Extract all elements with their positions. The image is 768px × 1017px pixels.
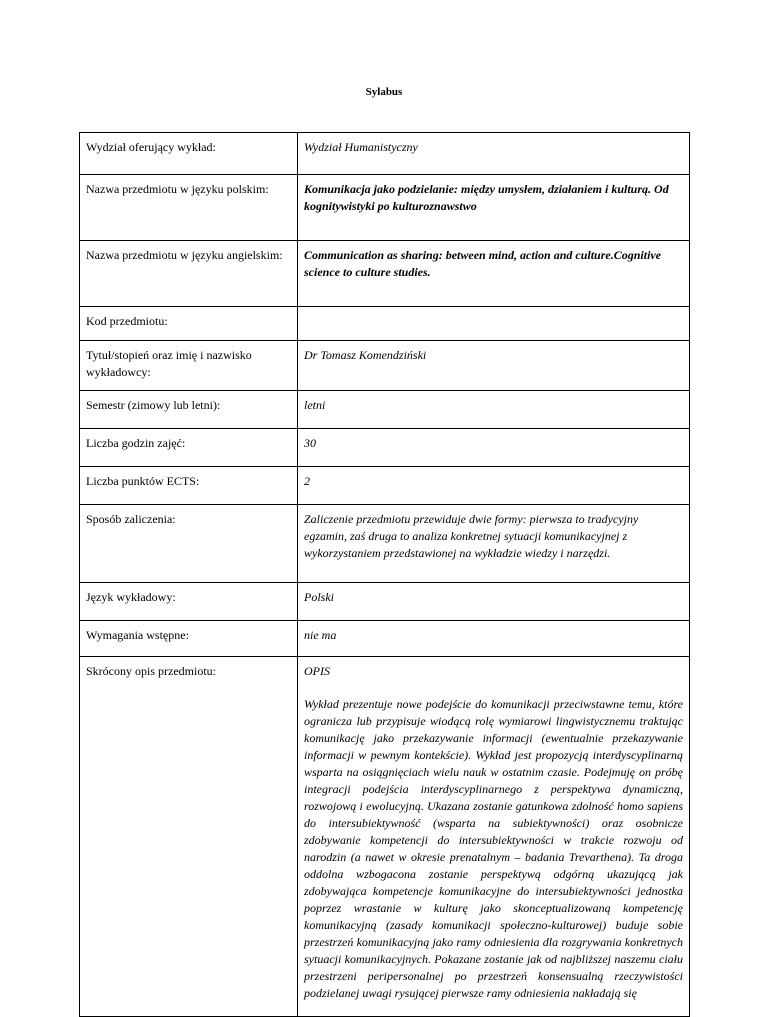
table-row [80,133,690,175]
semester-value: letni [298,391,690,429]
document-title: Sylabus [365,86,403,98]
semester-label: Semestr (zimowy lub letni): [80,391,298,429]
table-row [80,241,690,307]
table-row [80,505,690,583]
course-code-value [298,307,690,341]
course-name-pl-label: Nazwa przedmiotu w języku polskim: [80,175,298,241]
description-label: Skrócony opis przedmiotu: [80,657,298,1017]
assessment-value: Zaliczenie przedmiotu przewiduje dwie formy: pierwsza to tradycyjny egzamin, zaś druga to analiza konkretnej sytuacji komunikacyjnej z wykorzystaniem przedstawionej na wykładzie wiedzy i narzędzi. [298,505,690,583]
description-heading: OPIS [304,664,330,678]
table-row [80,583,690,621]
ects-value: 2 [298,467,690,505]
language-label: Język wykładowy: [80,583,298,621]
syllabus-table [79,132,690,1017]
description-cell [298,657,690,1017]
prerequisites-value: nie ma [298,621,690,657]
hours-value: 30 [298,429,690,467]
table-row [80,657,690,1017]
course-name-en-label: Nazwa przedmiotu w języku angielskim: [80,241,298,307]
table-row [80,467,690,505]
table-row [80,621,690,657]
course-code-label: Kod przedmiotu: [80,307,298,341]
table-row [80,429,690,467]
table-row [80,341,690,391]
lecturer-value: Dr Tomasz Komendziński [298,341,690,391]
table-row [80,175,690,241]
table-row [80,307,690,341]
lecturer-label: Tytuł/stopień oraz imię i nazwisko wykładowcy: [80,341,298,391]
assessment-label: Sposób zaliczenia: [80,505,298,583]
description-text: Wykład prezentuje nowe podejście do komunikacji przeciwstawne temu, które ogranicza lub przypisuje wiodącą rolę wymiarowi lingwistycznemu traktując komunikację jako przekazywanie informacji (ewentualnie przekazywanie informacji w pewnym kontekście). Wykład jest propozycją interdyscyplinarną wsparta na osiągnięciach wielu nauk w ostatnim czasie. Podejmuję on próbę integracji podejścia interdyscyplinarnego z perspektywa dynamiczną, rozwojową i ewolucyjną. Ukazana zostanie gatunkowa zdolność homo sapiens do intersubiektywność (wsparta na subiektywności) oraz osobnicze zdobywanie kompetencji do intersubiektywności w trakcie rozwoju od narodzin (a nawet w okresie prenatalnym – badania Trevarthena). Ta droga oddolna wzbogacona zostanie perspektywą odgórną ukazującą jak zdobywająca kompetencje komunikacyjne do intersubiektywności jednostka poprzez wrastanie w kulturę jako skonceptualizowaną kompetencję komunikacyjną (zasady komunikacji społeczno-kulturowej) buduje sobie przestrzeń komunikacyjną jako ramy odniesienia dla rozgrywania konkretnych sytuacji komunikacyjnych. Pokazane zostanie jak od najbliższej naszemu ciału przestrzeni peripersonalnej po przestrzeń konsensualną rzeczywistości podzielanej uwagi rysującej pierwsze ramy odniesienia nakładają się [304,697,683,1000]
faculty-value: Wydział Humanistyczny [298,133,690,175]
prerequisites-label: Wymagania wstępne: [80,621,298,657]
table-row [80,391,690,429]
hours-label: Liczba godzin zajęć: [80,429,298,467]
faculty-label: Wydział oferujący wykład: [80,133,298,175]
language-value: Polski [298,583,690,621]
ects-label: Liczba punktów ECTS: [80,467,298,505]
course-name-pl-value: Komunikacja jako podzielanie: między umysłem, działaniem i kulturą. Od kognitywistyki po kulturoznawstwo [298,175,690,241]
course-name-en-value: Communication as sharing: between mind, action and culture.Cognitive science to culture studies. [298,241,690,307]
